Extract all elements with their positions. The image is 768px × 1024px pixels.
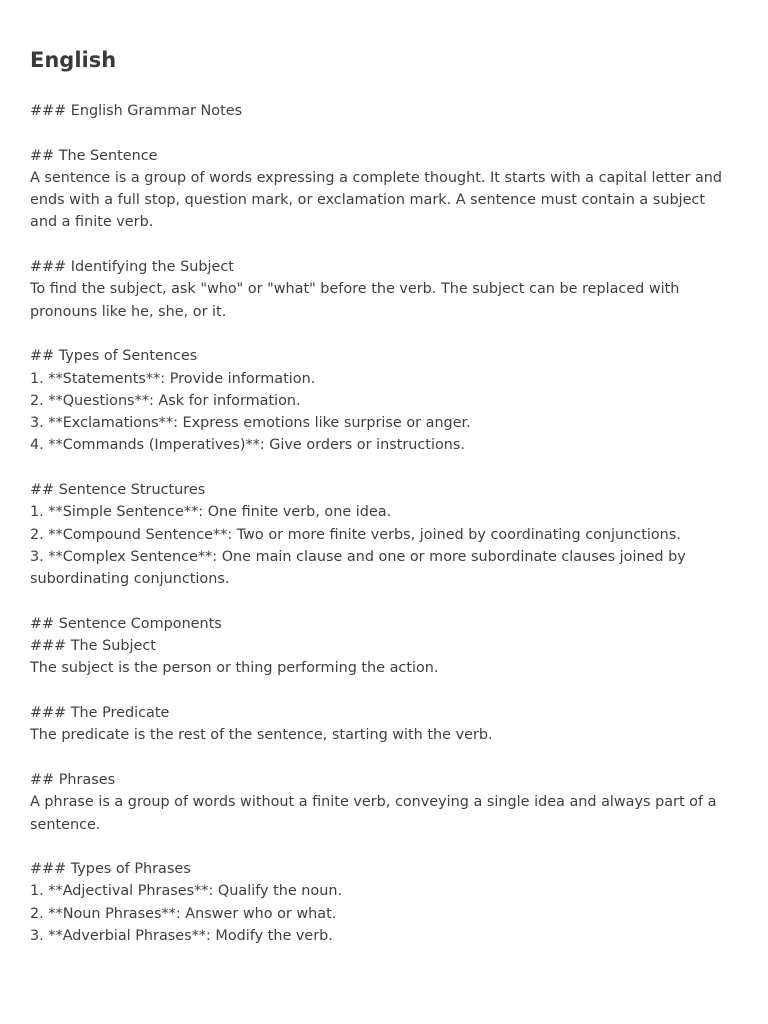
- note-subheading-line: ### Types of Phrases: [30, 861, 191, 878]
- note-text-line: To find the subject, ask "who" or "what" before the verb. The subject can be replaced with pronouns like he, she, or it.: [30, 281, 685, 320]
- blank-line: [30, 457, 730, 479]
- note-heading-line: ## Sentence Structures: [30, 482, 206, 499]
- note-list-item: 1. **Adjectival Phrases**: Qualify the noun.: [30, 883, 343, 900]
- note-text-line: The subject is the person or thing performing the action.: [30, 660, 439, 677]
- note-text-line: A phrase is a group of words without a finite verb, conveying a single idea and always part of a sentence.: [30, 794, 722, 833]
- note-text-line: A sentence is a group of words expressing a complete thought. It starts with a capital letter and ends with a full stop, question mark, or exclamation mark. A sentence must contain a subject and a finite verb.: [30, 169, 727, 231]
- note-heading-line: ## Phrases: [30, 771, 116, 788]
- blank-line: [30, 680, 730, 702]
- note-list-item: 3. **Adverbial Phrases**: Modify the verb.: [30, 927, 333, 944]
- note-list-item: 1. **Statements**: Provide information.: [30, 370, 316, 387]
- note-subheading-line: ### Identifying the Subject: [30, 259, 234, 276]
- blank-line: [30, 323, 730, 345]
- note-subheading-line: ### The Predicate: [30, 705, 170, 722]
- note-list-item: 2. **Questions**: Ask for information.: [30, 392, 301, 409]
- note-list-item: 1. **Simple Sentence**: One finite verb, one idea.: [30, 504, 392, 521]
- note-text-line: The predicate is the rest of the sentence, starting with the verb.: [30, 727, 493, 744]
- note-list-item: 4. **Commands (Imperatives)**: Give orders or instructions.: [30, 437, 465, 454]
- note-heading-line: ## The Sentence: [30, 147, 158, 164]
- note-body[interactable]: [30, 100, 730, 947]
- note-list-item: 2. **Compound Sentence**: Two or more finite verbs, joined by coordinating conjunctions.: [30, 526, 681, 543]
- note-subheading-line: ### The Subject: [30, 638, 156, 655]
- blank-line: [30, 234, 730, 256]
- blank-line: [30, 747, 730, 769]
- note-title: English: [30, 48, 117, 72]
- note-subheading-line: ### English Grammar Notes: [30, 103, 243, 119]
- blank-line: [30, 836, 730, 858]
- note-list-item: 3. **Exclamations**: Express emotions like surprise or anger.: [30, 415, 471, 432]
- blank-line: [30, 122, 730, 144]
- note-heading-line: ## Sentence Components: [30, 615, 222, 632]
- blank-line: [30, 591, 730, 613]
- note-heading-line: ## Types of Sentences: [30, 348, 198, 365]
- note-list-item: 3. **Complex Sentence**: One main clause and one or more subordinate clauses joined by subordinating conjunctions.: [30, 548, 691, 588]
- note-list-item: 2. **Noun Phrases**: Answer who or what.: [30, 905, 337, 922]
